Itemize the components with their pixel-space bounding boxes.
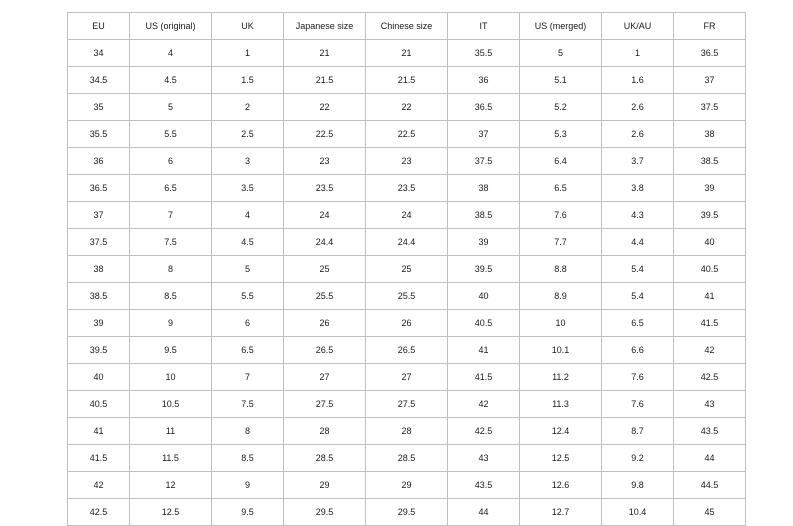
column-header-us-original: US (original) — [130, 13, 212, 40]
column-header-it: IT — [448, 13, 520, 40]
cell-it: 41 — [448, 337, 520, 364]
cell-us-original: 11.5 — [130, 445, 212, 472]
table-row — [68, 148, 746, 175]
cell-fr: 45 — [674, 499, 746, 526]
cell-it: 38 — [448, 175, 520, 202]
cell-us-merged: 12.7 — [520, 499, 602, 526]
cell-us-merged: 6.5 — [520, 175, 602, 202]
cell-us-original: 4 — [130, 40, 212, 67]
cell-uk-au: 4.4 — [602, 229, 674, 256]
cell-eu: 38 — [68, 256, 130, 283]
cell-japanese-size: 21.5 — [284, 67, 366, 94]
cell-us-original: 12.5 — [130, 499, 212, 526]
cell-eu: 34.5 — [68, 67, 130, 94]
cell-uk: 6 — [212, 310, 284, 337]
cell-fr: 39 — [674, 175, 746, 202]
cell-fr: 43.5 — [674, 418, 746, 445]
table-body — [68, 40, 746, 526]
column-header-eu: EU — [68, 13, 130, 40]
column-header-chinese-size: Chinese size — [366, 13, 448, 40]
cell-japanese-size: 28.5 — [284, 445, 366, 472]
cell-chinese-size: 29 — [366, 472, 448, 499]
cell-uk: 7 — [212, 364, 284, 391]
cell-it: 38.5 — [448, 202, 520, 229]
table-row — [68, 418, 746, 445]
cell-it: 43.5 — [448, 472, 520, 499]
cell-us-merged: 5 — [520, 40, 602, 67]
cell-chinese-size: 27 — [366, 364, 448, 391]
cell-chinese-size: 27.5 — [366, 391, 448, 418]
cell-chinese-size: 21 — [366, 40, 448, 67]
column-header-us-merged: US (merged) — [520, 13, 602, 40]
cell-uk-au: 5.4 — [602, 256, 674, 283]
cell-fr: 42 — [674, 337, 746, 364]
cell-chinese-size: 25.5 — [366, 283, 448, 310]
cell-it: 40.5 — [448, 310, 520, 337]
cell-eu: 34 — [68, 40, 130, 67]
cell-eu: 36 — [68, 148, 130, 175]
table-row — [68, 94, 746, 121]
cell-japanese-size: 26.5 — [284, 337, 366, 364]
cell-uk: 1.5 — [212, 67, 284, 94]
column-header-fr: FR — [674, 13, 746, 40]
cell-it: 42.5 — [448, 418, 520, 445]
cell-us-merged: 11.2 — [520, 364, 602, 391]
cell-uk: 1 — [212, 40, 284, 67]
cell-eu: 38.5 — [68, 283, 130, 310]
cell-us-original: 8.5 — [130, 283, 212, 310]
size-conversion-table-wrapper — [67, 12, 727, 526]
cell-eu: 42.5 — [68, 499, 130, 526]
table-row — [68, 472, 746, 499]
cell-japanese-size: 25 — [284, 256, 366, 283]
cell-uk: 9.5 — [212, 499, 284, 526]
cell-fr: 44 — [674, 445, 746, 472]
cell-fr: 41 — [674, 283, 746, 310]
cell-uk-au: 2.6 — [602, 121, 674, 148]
cell-uk-au: 6.6 — [602, 337, 674, 364]
cell-uk-au: 8.7 — [602, 418, 674, 445]
cell-fr: 37.5 — [674, 94, 746, 121]
cell-uk-au: 4.3 — [602, 202, 674, 229]
cell-chinese-size: 26 — [366, 310, 448, 337]
cell-it: 44 — [448, 499, 520, 526]
cell-chinese-size: 29.5 — [366, 499, 448, 526]
table-row — [68, 310, 746, 337]
cell-us-merged: 8.9 — [520, 283, 602, 310]
cell-japanese-size: 29.5 — [284, 499, 366, 526]
cell-fr: 41.5 — [674, 310, 746, 337]
cell-uk-au: 9.8 — [602, 472, 674, 499]
cell-fr: 42.5 — [674, 364, 746, 391]
cell-uk-au: 6.5 — [602, 310, 674, 337]
cell-us-original: 7.5 — [130, 229, 212, 256]
cell-chinese-size: 24 — [366, 202, 448, 229]
table-row — [68, 175, 746, 202]
cell-uk: 8.5 — [212, 445, 284, 472]
cell-chinese-size: 25 — [366, 256, 448, 283]
cell-uk-au: 9.2 — [602, 445, 674, 472]
cell-us-merged: 10 — [520, 310, 602, 337]
cell-uk: 2 — [212, 94, 284, 121]
table-header — [68, 13, 746, 40]
cell-it: 36.5 — [448, 94, 520, 121]
cell-eu: 40.5 — [68, 391, 130, 418]
column-header-uk: UK — [212, 13, 284, 40]
cell-eu: 40 — [68, 364, 130, 391]
cell-japanese-size: 22 — [284, 94, 366, 121]
cell-us-original: 4.5 — [130, 67, 212, 94]
table-header-row — [68, 13, 746, 40]
cell-japanese-size: 23 — [284, 148, 366, 175]
cell-us-merged: 6.4 — [520, 148, 602, 175]
cell-eu: 39 — [68, 310, 130, 337]
cell-us-merged: 8.8 — [520, 256, 602, 283]
cell-uk-au: 5.4 — [602, 283, 674, 310]
cell-japanese-size: 28 — [284, 418, 366, 445]
cell-japanese-size: 29 — [284, 472, 366, 499]
cell-eu: 41 — [68, 418, 130, 445]
cell-uk-au: 3.7 — [602, 148, 674, 175]
cell-uk: 6.5 — [212, 337, 284, 364]
cell-uk-au: 7.6 — [602, 391, 674, 418]
table-row — [68, 121, 746, 148]
cell-fr: 36.5 — [674, 40, 746, 67]
cell-us-original: 10.5 — [130, 391, 212, 418]
cell-it: 41.5 — [448, 364, 520, 391]
cell-eu: 35 — [68, 94, 130, 121]
table-row — [68, 40, 746, 67]
cell-fr: 40 — [674, 229, 746, 256]
cell-chinese-size: 28 — [366, 418, 448, 445]
table-row — [68, 337, 746, 364]
cell-fr: 38.5 — [674, 148, 746, 175]
table-row — [68, 364, 746, 391]
cell-us-merged: 10.1 — [520, 337, 602, 364]
cell-us-merged: 11.3 — [520, 391, 602, 418]
cell-us-original: 10 — [130, 364, 212, 391]
cell-japanese-size: 27 — [284, 364, 366, 391]
cell-chinese-size: 22.5 — [366, 121, 448, 148]
cell-it: 43 — [448, 445, 520, 472]
cell-uk: 4 — [212, 202, 284, 229]
cell-japanese-size: 22.5 — [284, 121, 366, 148]
table-row — [68, 499, 746, 526]
cell-chinese-size: 22 — [366, 94, 448, 121]
cell-chinese-size: 28.5 — [366, 445, 448, 472]
cell-japanese-size: 27.5 — [284, 391, 366, 418]
cell-us-original: 11 — [130, 418, 212, 445]
cell-us-merged: 12.4 — [520, 418, 602, 445]
cell-us-original: 5 — [130, 94, 212, 121]
cell-eu: 42 — [68, 472, 130, 499]
cell-japanese-size: 26 — [284, 310, 366, 337]
table-row — [68, 283, 746, 310]
cell-uk: 2.5 — [212, 121, 284, 148]
cell-us-original: 5.5 — [130, 121, 212, 148]
cell-uk: 3.5 — [212, 175, 284, 202]
cell-us-merged: 5.3 — [520, 121, 602, 148]
column-header-uk-au: UK/AU — [602, 13, 674, 40]
cell-fr: 38 — [674, 121, 746, 148]
table-row — [68, 256, 746, 283]
cell-uk-au: 7.6 — [602, 364, 674, 391]
cell-fr: 44.5 — [674, 472, 746, 499]
cell-it: 40 — [448, 283, 520, 310]
cell-fr: 37 — [674, 67, 746, 94]
cell-it: 36 — [448, 67, 520, 94]
cell-us-merged: 7.7 — [520, 229, 602, 256]
cell-uk-au: 10.4 — [602, 499, 674, 526]
cell-us-merged: 7.6 — [520, 202, 602, 229]
cell-uk: 8 — [212, 418, 284, 445]
cell-uk: 3 — [212, 148, 284, 175]
table-row — [68, 445, 746, 472]
cell-japanese-size: 25.5 — [284, 283, 366, 310]
cell-it: 39.5 — [448, 256, 520, 283]
cell-japanese-size: 24.4 — [284, 229, 366, 256]
cell-eu: 35.5 — [68, 121, 130, 148]
table-row — [68, 67, 746, 94]
table-row — [68, 229, 746, 256]
cell-us-original: 8 — [130, 256, 212, 283]
cell-uk: 5.5 — [212, 283, 284, 310]
cell-eu: 37.5 — [68, 229, 130, 256]
cell-fr: 43 — [674, 391, 746, 418]
column-header-japanese-size: Japanese size — [284, 13, 366, 40]
cell-us-merged: 5.2 — [520, 94, 602, 121]
cell-eu: 36.5 — [68, 175, 130, 202]
cell-it: 42 — [448, 391, 520, 418]
cell-it: 37 — [448, 121, 520, 148]
cell-us-original: 6 — [130, 148, 212, 175]
cell-fr: 39.5 — [674, 202, 746, 229]
cell-it: 35.5 — [448, 40, 520, 67]
cell-uk-au: 1.6 — [602, 67, 674, 94]
cell-uk-au: 2.6 — [602, 94, 674, 121]
cell-uk-au: 1 — [602, 40, 674, 67]
cell-chinese-size: 24.4 — [366, 229, 448, 256]
cell-uk-au: 3.8 — [602, 175, 674, 202]
cell-japanese-size: 24 — [284, 202, 366, 229]
cell-us-merged: 12.5 — [520, 445, 602, 472]
cell-us-merged: 12.6 — [520, 472, 602, 499]
cell-us-original: 12 — [130, 472, 212, 499]
table-row — [68, 202, 746, 229]
cell-uk: 5 — [212, 256, 284, 283]
cell-us-original: 9.5 — [130, 337, 212, 364]
cell-it: 39 — [448, 229, 520, 256]
cell-us-original: 9 — [130, 310, 212, 337]
cell-uk: 7.5 — [212, 391, 284, 418]
cell-fr: 40.5 — [674, 256, 746, 283]
cell-us-original: 7 — [130, 202, 212, 229]
table-row — [68, 391, 746, 418]
cell-uk: 9 — [212, 472, 284, 499]
cell-eu: 41.5 — [68, 445, 130, 472]
cell-eu: 37 — [68, 202, 130, 229]
cell-chinese-size: 21.5 — [366, 67, 448, 94]
cell-chinese-size: 23.5 — [366, 175, 448, 202]
cell-chinese-size: 26.5 — [366, 337, 448, 364]
cell-japanese-size: 23.5 — [284, 175, 366, 202]
cell-chinese-size: 23 — [366, 148, 448, 175]
cell-us-merged: 5.1 — [520, 67, 602, 94]
cell-japanese-size: 21 — [284, 40, 366, 67]
cell-uk: 4.5 — [212, 229, 284, 256]
cell-eu: 39.5 — [68, 337, 130, 364]
cell-us-original: 6.5 — [130, 175, 212, 202]
size-conversion-table — [67, 12, 746, 526]
cell-it: 37.5 — [448, 148, 520, 175]
